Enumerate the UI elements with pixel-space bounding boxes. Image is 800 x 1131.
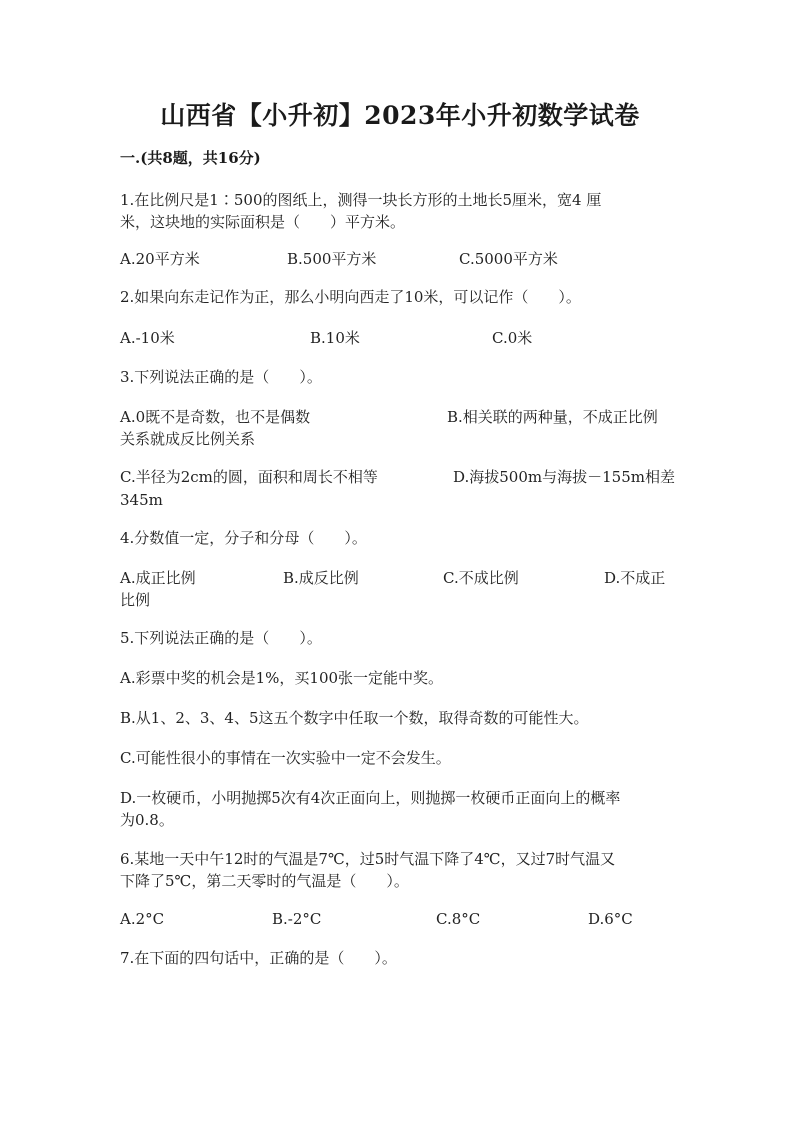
question-3-option-d-continued: 345m (120, 491, 163, 509)
question-6-option-c: C.8°C (436, 910, 481, 928)
question-1-option-c: C.5000平方米 (459, 250, 558, 268)
question-4-option-b: B.成反比例 (283, 569, 359, 587)
question-5-option-d-continued: 为0.8。 (120, 811, 174, 829)
question-5-option-c: C.可能性很小的事情在一次实验中一定不会发生。 (120, 749, 451, 767)
question-2-option-a: A.-10米 (120, 329, 175, 347)
question-2-option-c: C.0米 (492, 329, 533, 347)
question-5-option-a: A.彩票中奖的机会是1%，买100张一定能中奖。 (120, 669, 444, 687)
section-heading: 一.(共8题，共16分) (120, 149, 261, 167)
question-6-line-1: 6.某地一天中午12时的气温是7℃，过5时气温下降了4℃，又过7时气温又 (120, 850, 616, 868)
question-5-option-d: D.一枚硬币，小明抛掷5次有4次正面向上，则抛掷一枚硬币正面向上的概率 (120, 789, 621, 807)
question-4-option-d-continued: 比例 (120, 591, 151, 609)
question-1-line-2: 米，这块地的实际面积是（ ）平方米。 (120, 213, 406, 231)
question-2-option-b: B.10米 (310, 329, 360, 347)
question-6-option-b: B.-2°C (272, 910, 322, 928)
question-3-option-d: D.海拔500m与海拔－155m相差 (453, 468, 675, 486)
question-3-option-b-continued: 关系就成反比例关系 (120, 430, 256, 448)
question-5-option-b: B.从1、2、3、4、5这五个数字中任取一个数，取得奇数的可能性大。 (120, 709, 589, 727)
question-4-option-d: D.不成正 (604, 569, 666, 587)
question-6-option-d: D.6°C (588, 910, 633, 928)
question-1-option-b: B.500平方米 (287, 250, 377, 268)
question-3-stem: 3.下列说法正确的是（ ）。 (120, 368, 322, 386)
question-7-stem: 7.在下面的四句话中，正确的是（ ）。 (120, 949, 397, 967)
question-3-option-c: C.半径为2cm的圆，面积和周长不相等 (120, 468, 378, 486)
question-4-stem: 4.分数值一定，分子和分母（ ）。 (120, 529, 367, 547)
question-6-option-a: A.2°C (120, 910, 165, 928)
question-1-line-1: 1.在比例尺是1∶500的图纸上，测得一块长方形的土地长5厘米，宽4 厘 (120, 191, 602, 209)
question-4-option-a: A.成正比例 (120, 569, 196, 587)
page-title: 山西省【小升初】2023年小升初数学试卷 (160, 101, 640, 130)
question-6-line-2: 下降了5℃，第二天零时的气温是（ ）。 (120, 872, 409, 890)
question-1-option-a: A.20平方米 (120, 250, 200, 268)
question-3-option-b: B.相关联的两种量，不成正比例 (447, 408, 658, 426)
question-5-stem: 5.下列说法正确的是（ ）。 (120, 629, 322, 647)
question-3-option-a: A.0既不是奇数，也不是偶数 (120, 408, 311, 426)
question-4-option-c: C.不成比例 (443, 569, 519, 587)
question-2-stem: 2.如果向东走记作为正，那么小明向西走了10米，可以记作（ ）。 (120, 288, 581, 306)
